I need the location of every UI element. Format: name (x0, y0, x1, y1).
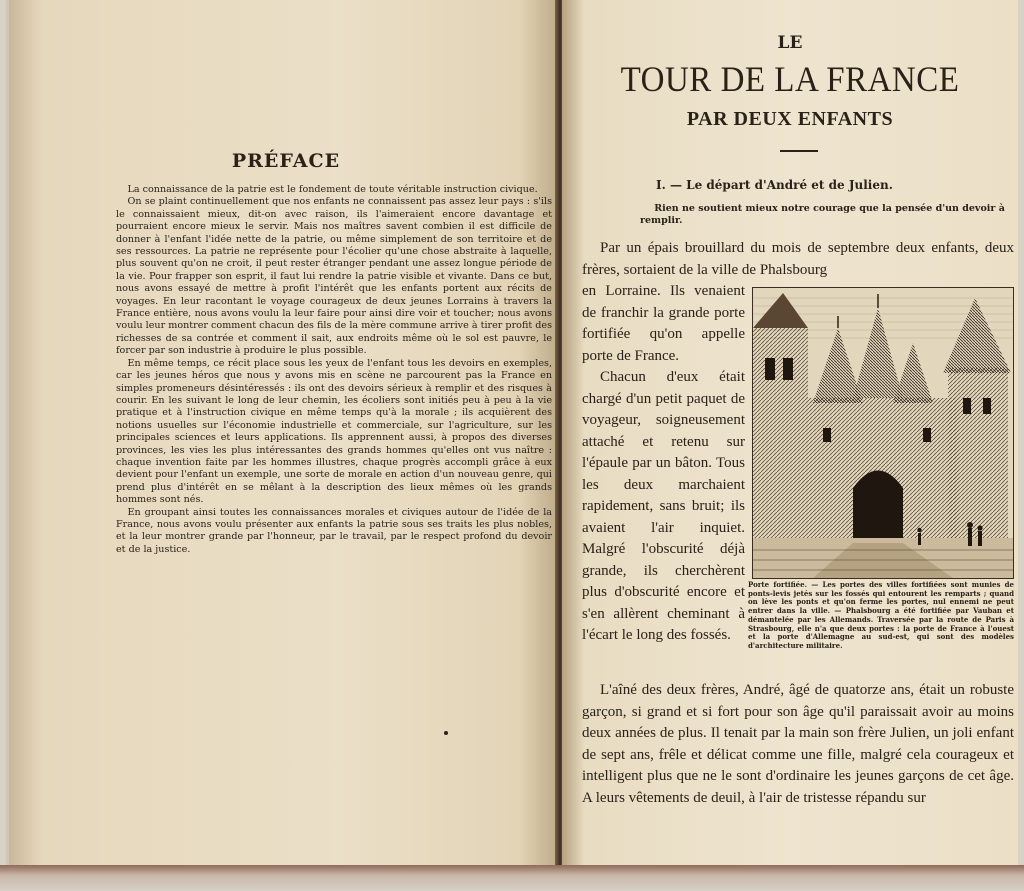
title-rule (780, 150, 818, 152)
closing-text (582, 680, 1014, 809)
preface-paragraph-4: En groupant ainsi toutes les connaissances morales et civiques autour de l'idée de la France, nous avons voulu présenter aux enfants la patrie sous ses traits les plus nobles, et la leur montrer grande par l'honneur, par le travail, par le respect profond du devoir et de la justice. (116, 506, 552, 555)
ink-dot (444, 731, 448, 735)
narrow-column (582, 281, 745, 647)
preface-paragraph-3: En même temps, ce récit place sous les yeux de l'enfant tous les devoirs en exemples, car les jeunes héros que nous y avons mis en scène ne parcourent pas la France en simples promeneurs désintéressés : ils ont des devoirs sérieux à remplir et des risques à courir. En les suivant le long de leur chemin, les écoliers sont initiés peu à peu à la vie pratique et à l'instruction civique en même temps qu'à la morale ; ils acquièrent des notions usuelles sur l'économie industrielle et commerciale, sur l'agriculture, sur les principales sciences et leurs applications. Ils apprennent aussi, à propos des diverses provinces, les vies les plus intéressantes des grands hommes qu'elles ont vus naître : chaque invention faite par les hommes illustres, chaque progrès accompli grâce à eux devient pour l'enfant un exemple, une sorte de morale en action d'un nouveau genre, qui prend plus d'intérêt en se mêlant à la description des lieux mêmes où les grands hommes sont nés. (116, 357, 552, 506)
closing-paragraph: L'aîné des deux frères, André, âgé de quatorze ans, était un robuste garçon, si grand et si fort pour son âge qu'il paraissait avoir au moins deux années de plus. Il tenait par la main son frère Julien, un joli enfant de sept ans, frêle et délicat comme une fille, malgré cela courageux et intelligent plus que ne le sont d'ordinaire les jeunes garçons de cet âge. A leurs vêtements de deuil, à l'air de tristesse répandu sur (582, 682, 1014, 806)
book-subtitle: PAR DEUX ENFANTS (686, 108, 894, 130)
left-page (6, 0, 563, 870)
column-paragraph-2: Chacun d'eux était chargé d'un petit paquet de voyageur, soigneusement attaché et retenu sur l'épaule par un bâton. Tous les deux marchaient rapidement, sans bruit; ils avaient l'air inquiet. Malgré l'obscurité déjà grande, ils cherchèrent plus d'obscurité encore et s'en allèrent cheminant à l'écart le long des fossés. (582, 369, 745, 643)
intro-paragraph: Par un épais brouillard du mois de septembre deux enfants, deux frères, sortaient de la ville de Phalsbourg (582, 240, 1014, 278)
preface-paragraph-1: La connaissance de la patrie est le fondement de toute véritable instruction civique. (127, 184, 538, 195)
chapter-epigraph: Rien ne soutient mieux notre courage que la pensée d'un devoir à remplir. (640, 203, 1005, 226)
right-page (562, 0, 1018, 870)
fortified-gate-illustration (752, 287, 1014, 579)
preface-text (116, 184, 552, 556)
book-bottom-edge (0, 865, 1024, 891)
illustration-caption: Porte fortifiée. — Les portes des villes fortifiées sont munies de ponts-levis jetés sur les fossés qui entourent les remparts ; quand on lève les ponts et qu'on ferme les portes, nul ennemi ne peut entrer dans la ville. — Phalsbourg a été fortifiée par Vauban et démantelée par les Allemands. Traversée par la route de Paris à Strasbourg, elle n'a que deux portes : la porte de France à l'ouest et la porte d'Allemagne au sud-est, qui sont des modèles d'architecture militaire. (748, 580, 1014, 650)
intro-text (582, 238, 1014, 281)
title-article: LE (777, 33, 803, 53)
preface-paragraph-2: On se plaint continuellement que nos enfants ne connaissent pas assez leur pays : s'ils le connaissaient mieux, dit-on avec raison, ils l'aimeraient encore davantage et pourraient encore mieux le servir. Mais nos maîtres savent combien il est difficile de donner à l'enfant l'idée nette de la patrie, ou même simplement de son territoire et de ses ressources. La patrie ne représente pour l'écolier qu'une chose abstraite à laquelle, plus souvent qu'on ne croit, il peut rester étranger pendant une assez longue période de la vie. Pour frapper son esprit, il faut lui rendre la patrie visible et vivante. Dans ce but, nous avons essayé de mettre à profit l'intérêt que les enfants portent aux récits de voyages. En leur racontant le voyage courageux de deux jeunes Lorrains à travers la France entière, nous avons voulu la leur faire pour ainsi dire voir et toucher; nous avons voulu leur montrer comment chacun des fils de la mère commune arrive à tirer profit des richesses de sa contrée et comment il sait, aux endroits même où le sol est pauvre, le forcer par son industrie à produire le plus possible. (116, 196, 552, 357)
chapter-heading: I. — Le départ d'André et de Julien. (656, 178, 893, 192)
preface-heading: PRÉFACE (231, 150, 341, 172)
book-title: TOUR DE LA FRANCE (620, 60, 960, 100)
column-paragraph-1: en Lorraine. Ils venaient de franchir la grande porte fortifiée qu'on appelle porte de France. (582, 283, 745, 364)
